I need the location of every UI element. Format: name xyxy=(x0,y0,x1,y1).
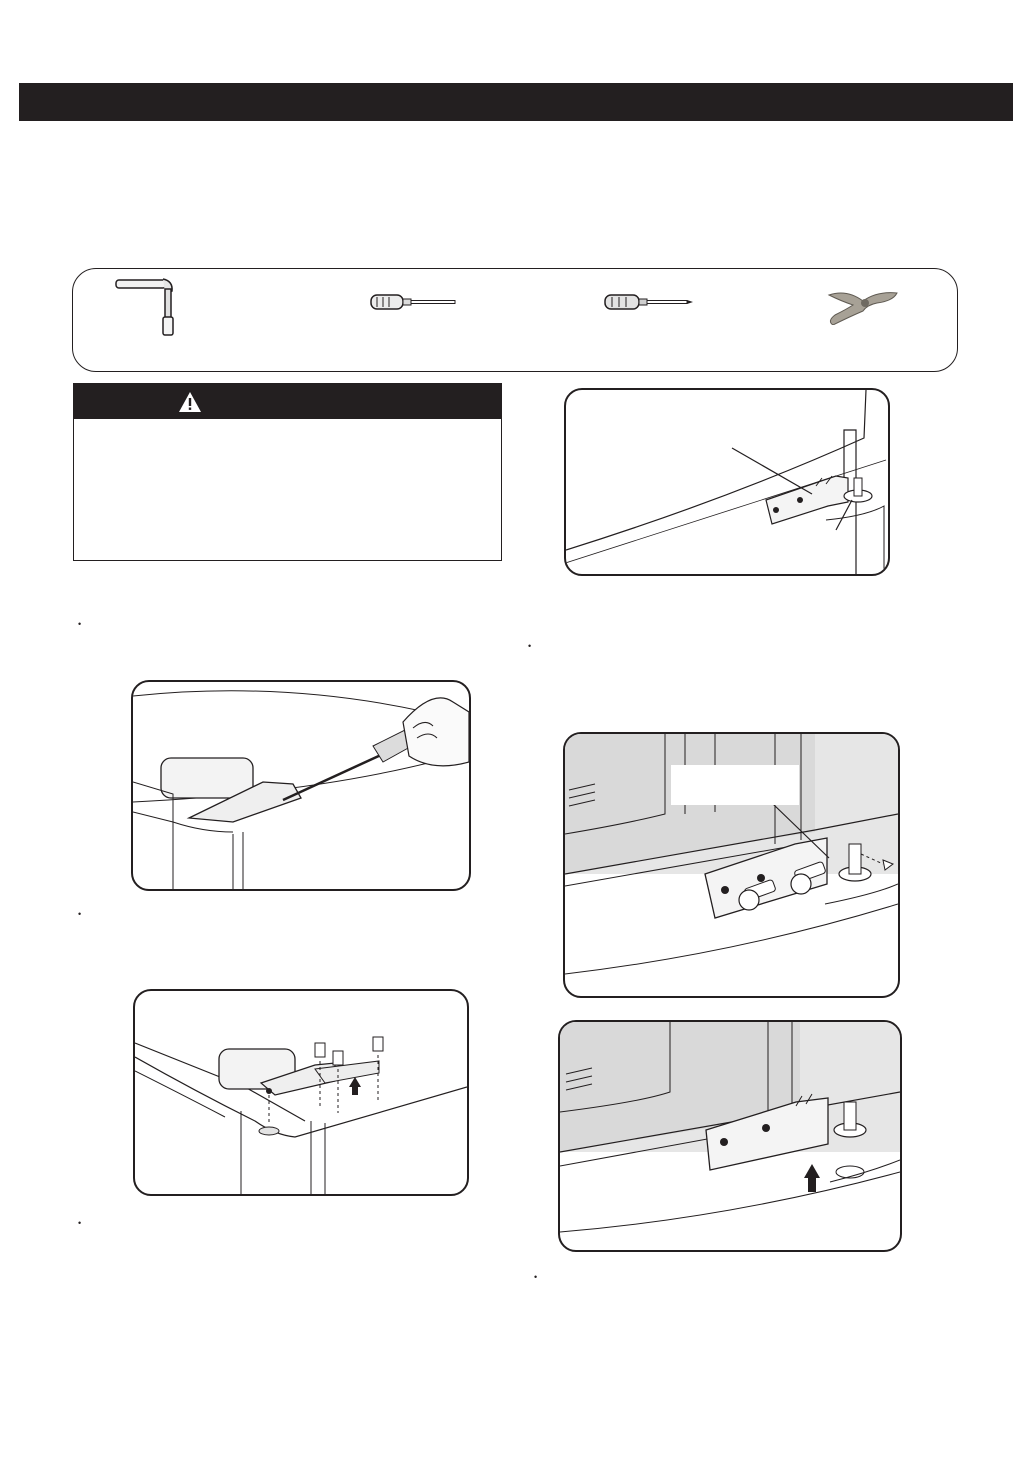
pliers-icon xyxy=(823,285,903,325)
warning-header xyxy=(74,384,501,419)
figure-remove-hinge-screws xyxy=(133,989,469,1196)
phillips-screwdriver-icon xyxy=(603,291,697,315)
warning-triangle-icon xyxy=(178,391,202,413)
step-bullet: • xyxy=(528,641,532,651)
step-bullet: • xyxy=(534,1272,538,1282)
tools-panel xyxy=(72,268,958,372)
socket-wrench-icon xyxy=(113,277,183,341)
section-header-bar xyxy=(19,83,1013,121)
figure-top-hinge xyxy=(564,388,890,576)
step-bullet: • xyxy=(78,619,82,629)
figure-reinstall-hinge xyxy=(558,1020,902,1252)
step-bullet: • xyxy=(78,1218,82,1228)
warning-box xyxy=(73,383,502,561)
figure-remove-hinge-cover xyxy=(131,680,471,891)
callout-label-box xyxy=(671,765,799,805)
flat-screwdriver-icon xyxy=(369,291,459,315)
step-bullet: • xyxy=(78,909,82,919)
